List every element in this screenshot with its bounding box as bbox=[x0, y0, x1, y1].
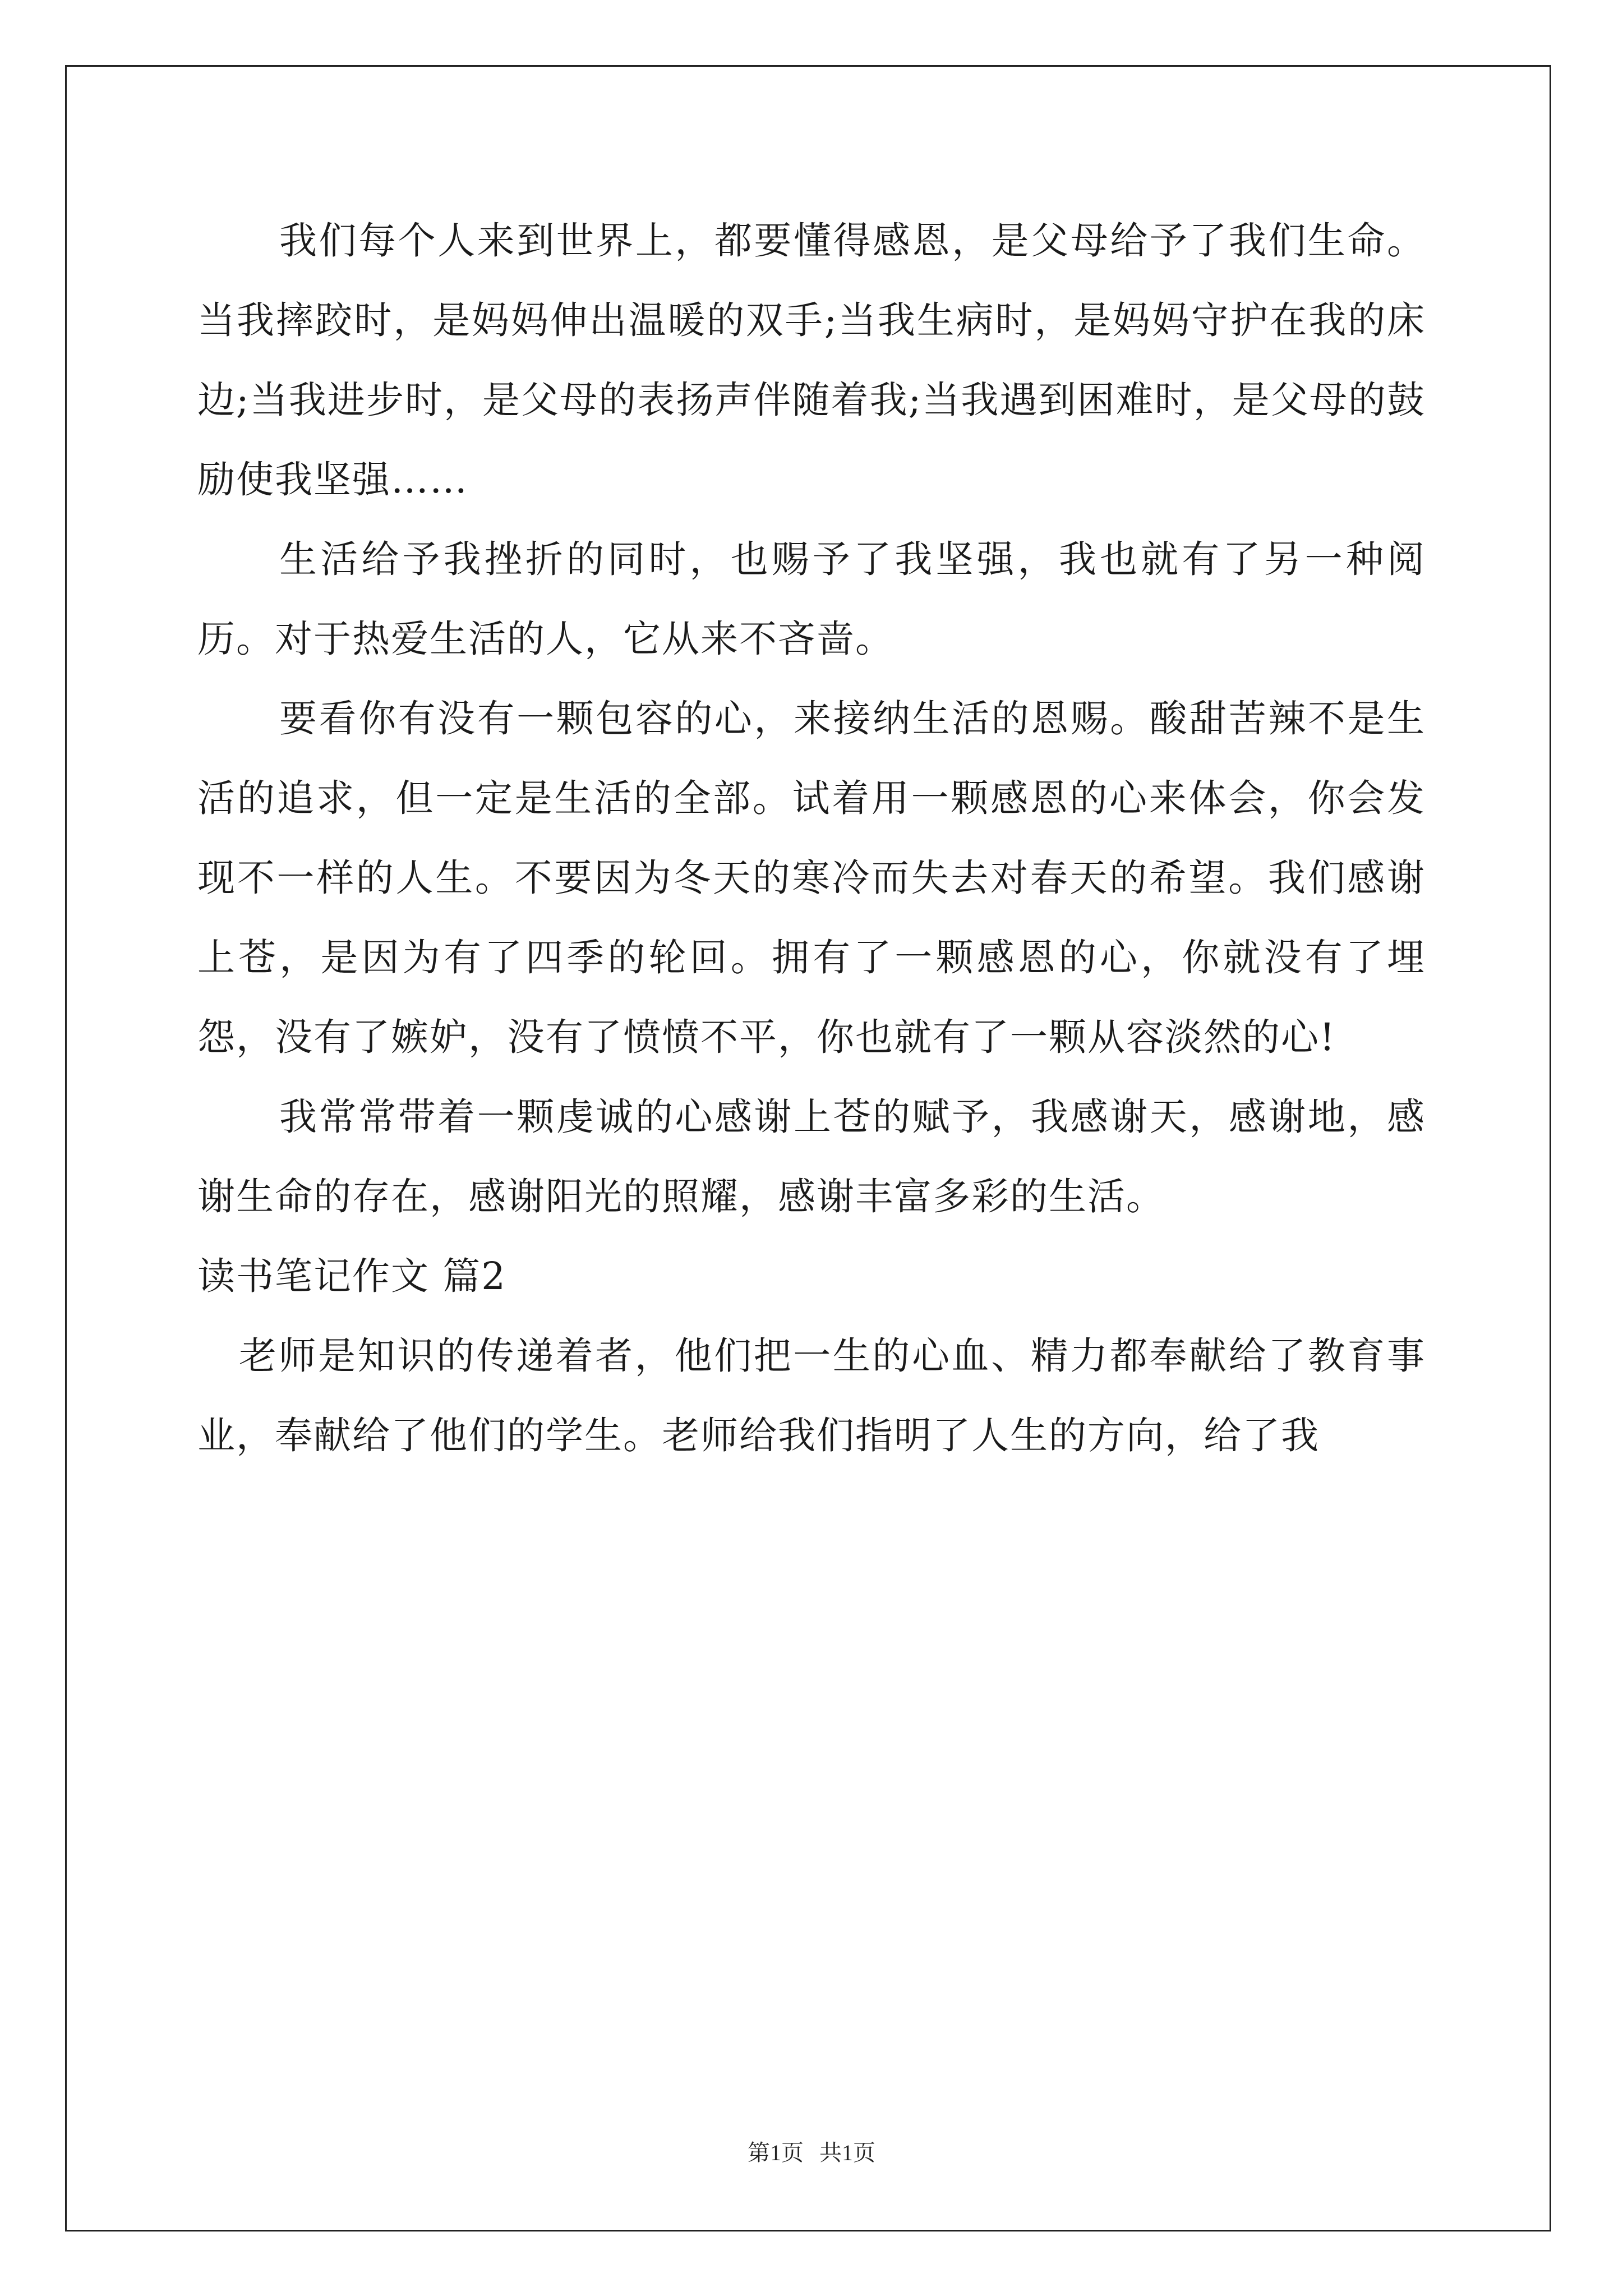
paragraph-1: 我们每个人来到世界上，都要懂得感恩，是父母给予了我们生命。当我摔跤时，是妈妈伸出温暖的双手;当我生病时，是妈妈守护在我的床边;当我进步时，是父母的表扬声伴随着我;当我遇到困难时，是父母的鼓励使我坚强…… bbox=[197, 219, 1426, 501]
section-heading: 读书笔记作文 篇2 bbox=[197, 1254, 506, 1298]
document-body bbox=[197, 201, 1426, 1475]
paragraph-2: 生活给予我挫折的同时，也赐予了我坚强，我也就有了另一种阅历。对于热爱生活的人，它从来不吝啬。 bbox=[197, 537, 1426, 661]
page-number: 第1页 bbox=[748, 2140, 804, 2165]
page-total: 共1页 bbox=[819, 2140, 875, 2165]
section-paragraph: 老师是知识的传递着者，他们把一生的心血、精力都奉献给了教育事业，奉献给了他们的学生。老师给我们指明了人生的方向，给了我 bbox=[197, 1334, 1426, 1457]
paragraph-3: 要看你有没有一颗包容的心，来接纳生活的恩赐。酸甜苦辣不是生活的追求，但一定是生活的全部。试着用一颗感恩的心来体会，你会发现不一样的人生。不要因为冬天的寒冷而失去对春天的希望。我们感谢上苍，是因为有了四季的轮回。拥有了一颗感恩的心，你就没有了埋怨，没有了嫉妒，没有了愤愤不平，你也就有了一颗从容淡然的心! bbox=[197, 697, 1426, 1059]
page-footer bbox=[0, 2135, 1623, 2167]
paragraph-4: 我常常带着一颗虔诚的心感谢上苍的赋予，我感谢天，感谢地，感谢生命的存在，感谢阳光的照耀，感谢丰富多彩的生活。 bbox=[197, 1095, 1426, 1218]
